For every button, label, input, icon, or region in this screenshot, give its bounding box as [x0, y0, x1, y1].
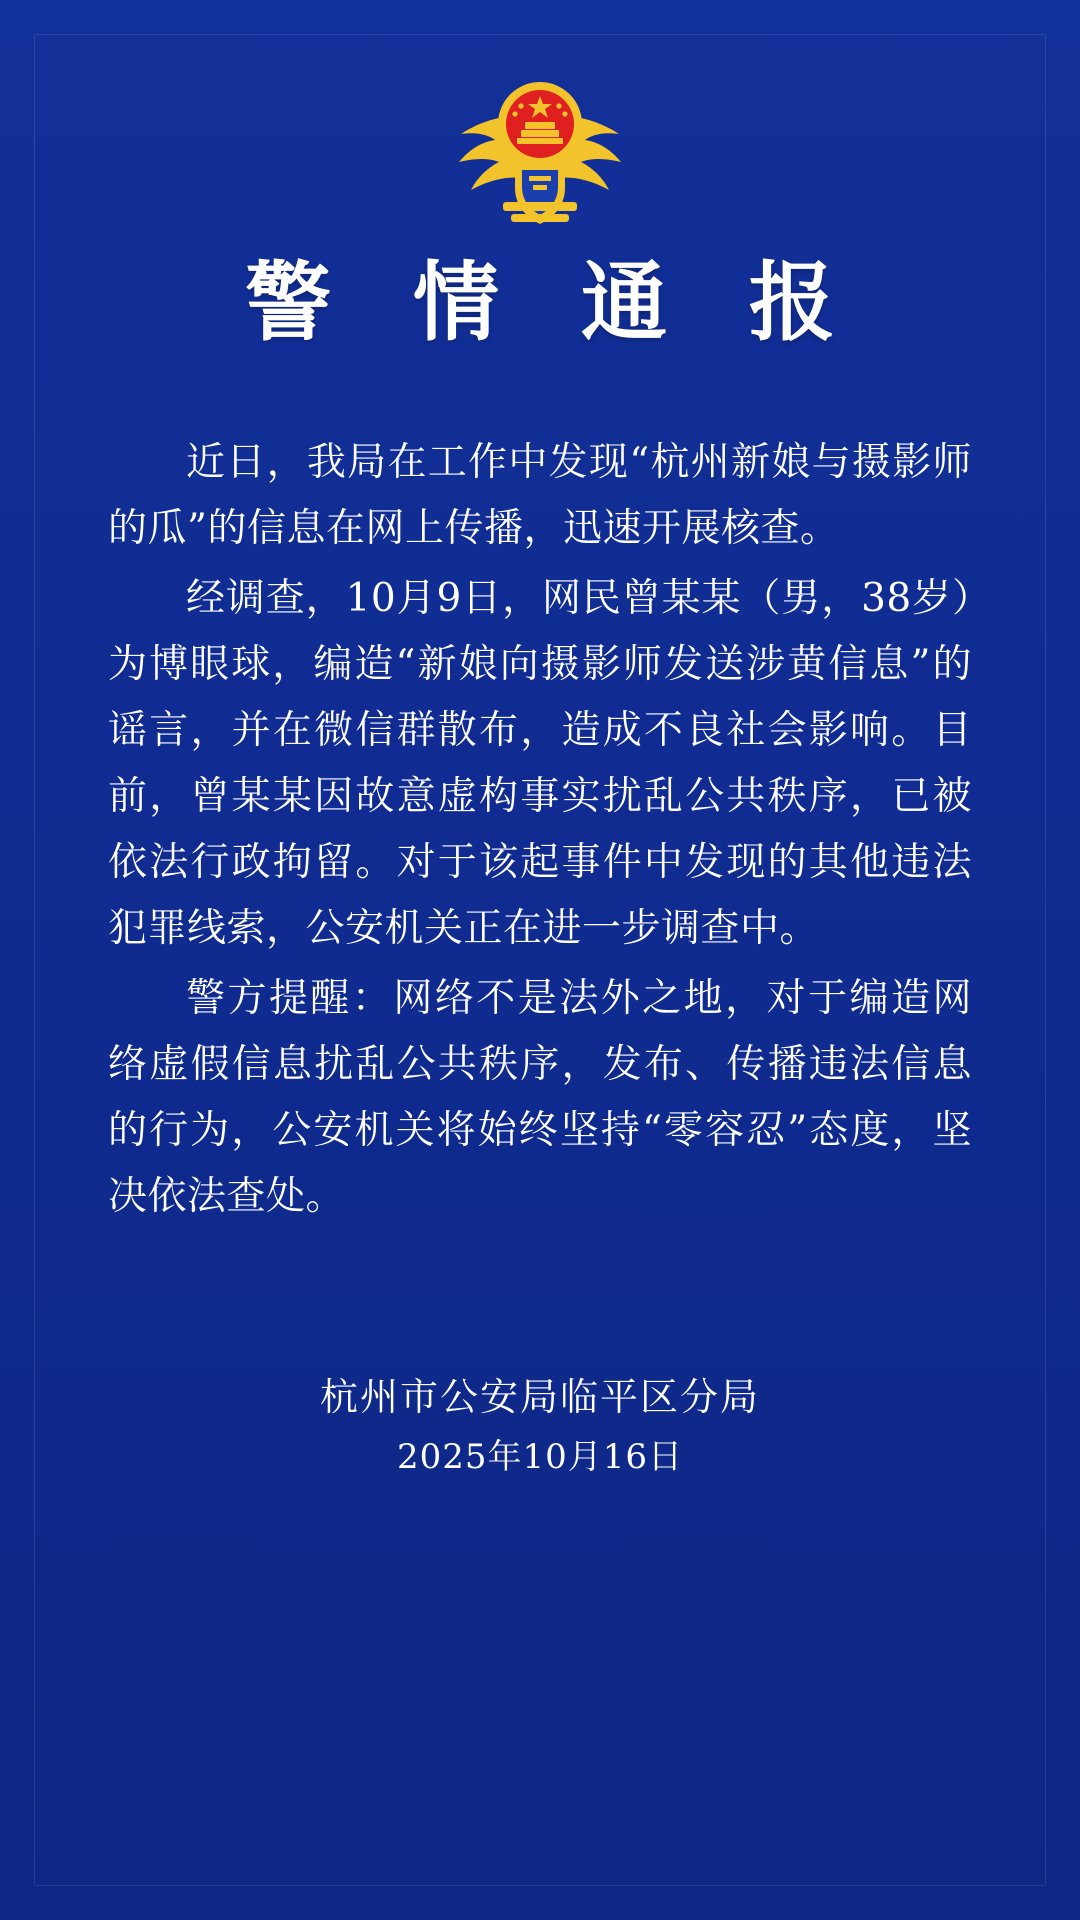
notice-body	[108, 430, 972, 1234]
issue-date: 2025年10月16日	[396, 1437, 684, 1477]
notice-paragraph-2: 经调查，10月9日，网民曾某某（男，38岁）为博眼球，编造“新娘向摄影师发送涉黄信息”的谣言，并在微信群散布，造成不良社会影响。目前，曾某某因故意虚构事实扰乱公共秩序，已被依法行政拘留。对于该起事件中发现的其他违法犯罪线索，公安机关正在进一步调查中。	[108, 576, 972, 951]
notice-paragraph-1: 近日，我局在工作中发现“杭州新娘与摄影师的瓜”的信息在网上传播，迅速开展核查。	[108, 440, 972, 551]
emblem-container	[0, 72, 1080, 230]
china-police-badge-icon	[445, 72, 635, 230]
notice-paragraph-3: 警方提醒：网络不是法外之地，对于编造网络虚假信息扰乱公共秩序，发布、传播违法信息的行为，公安机关将始终坚持“零容忍”态度，坚决依法查处。	[108, 976, 972, 1219]
issuing-organization: 杭州市公安局临平区分局	[319, 1375, 760, 1419]
page-title: 警 情 通 报	[245, 252, 861, 353]
signature-block	[0, 1366, 1080, 1486]
